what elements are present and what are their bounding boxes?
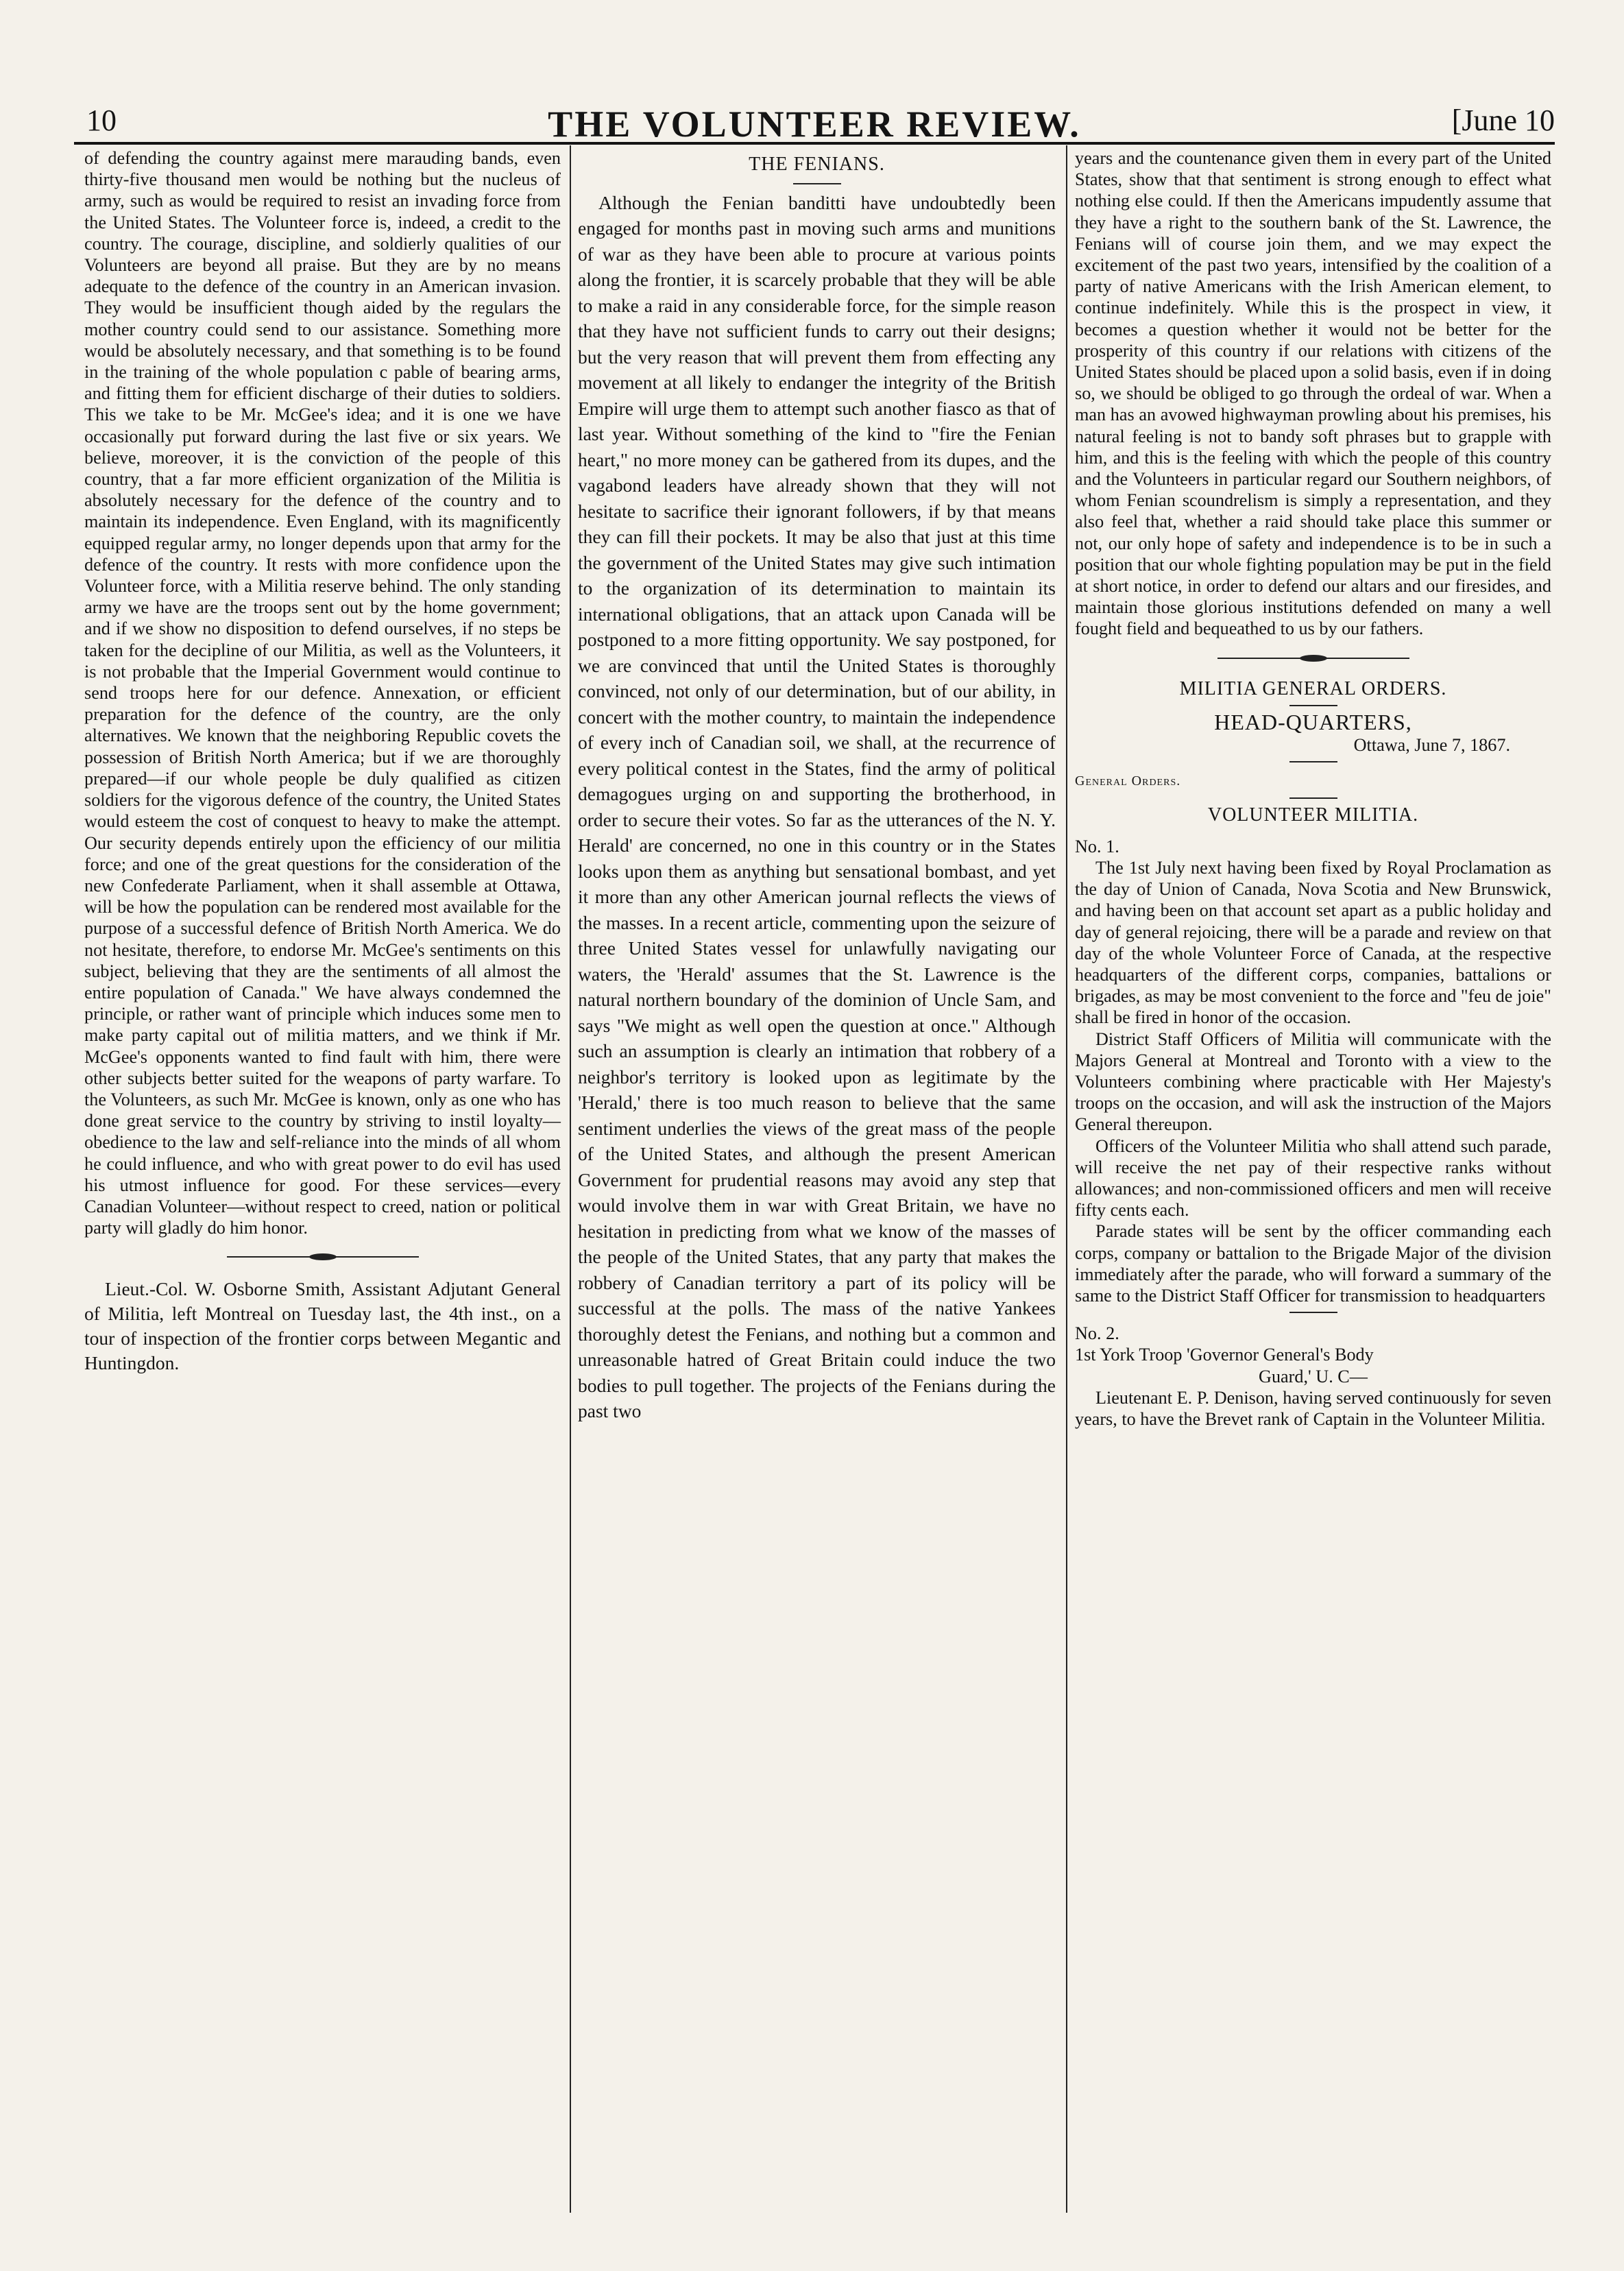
order-number: No. 2. bbox=[1075, 1323, 1119, 1344]
general-orders-label: General Orders. bbox=[1075, 773, 1181, 789]
order-paragraph: Parade states will be sent by the officer commanding each corps, company or battalion to the Brigade Major of the division immediately after the parade, who will forward a summary of the same to the District Staff Officer for transmission to headquarters bbox=[1075, 1221, 1551, 1306]
orders-heading: MILITIA GENERAL ORDERS. bbox=[1179, 677, 1447, 699]
heading-rule bbox=[1289, 797, 1337, 799]
header-rule bbox=[74, 142, 1555, 145]
ornamental-rule bbox=[227, 1252, 419, 1262]
article-continuation: years and the countenance given them in every part of the United States, show that that sentiment is strong enough to effect what nothing else could. If then the Americans impudently assume that they have a right to the southern bank of the St. Lawrence, the Fenians will of course join them, and we may expect the excitement of the past two years, intensified by the coalition of a party of native Americans with the Irish American element, to continue indefinitely. While this is the prospect in view, it becomes a question whether it would not be better for the prosperity of this country if our relations with citizens of the United States should be placed upon a solid basis, even if in doing so, we should be obliged to go through the ordeal of war. When a man has an avowed highwayman prowling about his premises, his natural feeling is not to bandy soft phrases but to grapple with him, and this is the feeling with which the people of this country and the Volunteers in particular regard our Southern neighbors, of whom Fenian scoundrelism is simply a representation, and they also feel that, whether a raid should take place this summer or not, our only hope of safety and independence is to be in such a position that our whole fighting population may be put in the field at short notice, in order to defend our altars and our firesides, and maintain those glorious institutions defended on many a well fought field and bequeathed to us by our fathers. bbox=[1075, 148, 1551, 639]
ornamental-rule bbox=[1217, 653, 1409, 663]
column-divider bbox=[1066, 145, 1067, 2213]
headquarters-heading: HEAD-QUARTERS, bbox=[1214, 709, 1412, 734]
article-heading: THE FENIANS. bbox=[749, 154, 885, 175]
column-2 bbox=[578, 147, 1056, 1424]
volunteer-militia-heading: VOLUNTEER MILITIA. bbox=[1207, 804, 1419, 826]
heading-rule bbox=[1289, 1312, 1337, 1313]
order-paragraph: District Staff Officers of Militia will communicate with the Majors General at Montreal and Toronto with a view to the Volunteers combining where practicable with Her Majesty's troops on the occasion, and will ask the instruction of the Majors General thereupon. bbox=[1075, 1029, 1551, 1135]
column-3 bbox=[1075, 147, 1551, 1430]
order-number: No. 1. bbox=[1075, 836, 1119, 856]
column-1 bbox=[84, 147, 561, 1375]
column-divider bbox=[570, 145, 571, 2213]
heading-rule bbox=[1289, 705, 1337, 706]
heading-rule bbox=[793, 183, 841, 184]
article-paragraph: Although the Fenian banditti have undoubtedly been engaged for months past in moving such arms and munitions of war as they have been able to procure at various points along the frontier, it is scarcely probable that they will be able to make a raid in any considerable force, for the simple reason that they have not sufficient funds to carry out their designs; but the very reason that will prevent them from effecting any movement at all likely to endanger the integrity of the British Empire will urge them to attempt such another fiasco as that of last year. Without something of the kind to "fire the Fenian heart," no more money can be gathered from its dupes, and the vagabond leaders have already shown that they will not hesitate to sacrifice their ignorant followers, if by that means they can fill their pockets. It may be also that just at this time the government of the United States may give such intimation to the organization of its determination to maintain its international obligations, that an attack upon Canada will be postponed to a more fitting opportunity. We say postponed, for we are convinced that until the United States is thoroughly convinced, not only of our determination, but of our ability, in concert with the mother country, to maintain the independence of every inch of Canadian soil, we shall, at the recurrence of every political contest in the States, find the army of political demagogues urging on and supporting the brotherhood, in order to secure their votes. So far as the utterances of the N. Y. Herald' are concerned, no one in this country or in the States looks upon them as anything but sensational bombast, and yet it more than any other American journal reflects the views of the masses. In a recent article, commenting upon the seizure of three United States vessel for unlawfully navigating our waters, the 'Herald' assumes that the St. Lawrence is the natural northern boundary of the dominion of Uncle Sam, and says "We might as well open the question at once." Although such an assumption is clearly an intimation that robbery of a neighbor's territory is looked upon as legitimate by the 'Herald,' there is too much reason to believe that the same sentiment underlies the views of the great mass of the people of the United States, and although the present American Government for prudential reasons may avoid any step that would involve them in war with Great Britain, we have no hesitation in predicting from what we know of the masses of the people of the United States, that any party that makes the robbery of Canadian territory a part of its policy will be successful at the polls. The mass of the native Yankees thoroughly detest the Fenians, and nothing but a common and unreasonable hatred of Great Britain could induce the two bodies to pull together. The projects of the Fenians during the past two bbox=[578, 191, 1056, 1421]
order-paragraph: The 1st July next having been fixed by Royal Proclamation as the day of Union of Canada, Nova Scotia and New Brunswick, and having been on that account set apart as a public holiday and day of general rejoicing, there will be a parade and review on that day of the whole Volunteer Force of Canada, at the respective headquarters of the different corps, companies, battalions or brigades, as may be most convenient to the force and "feu de joie" shall be fired in honor of the occasion. bbox=[1075, 857, 1551, 1028]
notice-paragraph: Lieut.-Col. W. Osborne Smith, Assistant Adjutant General of Militia, left Montreal on Tuesday last, the 4th inst., on a tour of inspection of the frontier corps between Megantic and Huntingdon. bbox=[84, 1278, 561, 1374]
unit-line: Guard,' U. C— bbox=[1259, 1366, 1368, 1386]
page-number: 10 bbox=[86, 104, 117, 137]
header-date: [June 10 bbox=[1451, 104, 1555, 137]
unit-line: 1st York Troop 'Governor General's Body bbox=[1075, 1345, 1374, 1365]
order-paragraph: Officers of the Volunteer Militia who shall attend such parade, will receive the net pay of their respective ranks without allowances; and non-commissioned officers and men will receive fifty cents each. bbox=[1075, 1136, 1551, 1221]
heading-rule bbox=[1289, 761, 1337, 762]
masthead-title: THE VOLUNTEER REVIEW. bbox=[548, 104, 1081, 145]
editorial-paragraph: of defending the country against mere marauding bands, even thirty-five thousand men would be nothing but the nucleus of army, such as would be required to resist an invading force from the United States. The Volunteer force is, indeed, a credit to the country. The courage, discipline, and soldierly qualities of our Volunteers are beyond all praise. But they are by no means adequate to the defence of the country in an American invasion. They would be insufficient though aided by the regulars the mother country could send to our assistance. Something more would be absolutely necessary, and that something is to be found in the training of the whole population c pable of bearing arms, and fitting them for efficient discharge of their duties to soldiers. This we take to be Mr. McGee's idea; and it is one we have occasionally put forward during the last five or six years. We believe, moreover, it is the conviction of the people of this country, that a far more efficient organization of the Militia is absolutely necessary for the defence of the country and to maintain its independence. Even England, with its magnificently equipped regular army, no longer depends upon that army for the defence of the country. It rests with more confidence upon the Volunteer force, with a Militia reserve behind. The only standing army we have are the troops sent out by the home government; and if we show no disposition to defend ourselves, if no steps be taken for the decipline of our Militia, as well as the Volunteers, it is not probable that the Imperial Government would continue to send troops here for our defence. Annexation, or efficient preparation for the defence of the country, are the only alternatives. We known that the neighboring Republic covets the possession of British North America; but if we are thoroughly prepared—if our whole people be duly qualified as citizen soldiers for the vigorous defence of the country, the United States would esteem the cost of conquest to heavy to make the attempt. Our security depends entirely upon the efficiency of our militia force; and one of the great questions for the consideration of the new Confederate Parliament, when it shall assemble at Ottawa, will be how the population can be rendered most available for the purpose of a successful defence of British North America. We do not hesitate, therefore, to endorse Mr. McGee's sentiments on this subject, believing that they are the sentiments of all almost the entire population of Canada." We have always condemned the principle, or rather want of principle which induces some men to make party capital out of militia matters, and we think if Mr. McGee's opponents wanted to find fault with him, there were other subjects better suited for the weapons of party warfare. To the Volunteers, as such Mr. McGee is known, only as one who has done great service to the country by striving to instil loyalty—obedience to the law and self-reliance into the minds of all whom he could influence, and who with great power to do evil has used his utmost influence for good. For these services—every Canadian Volunteer—without respect to creed, nation or political party will gladly do him honor. bbox=[84, 148, 561, 1238]
order-paragraph: Lieutenant E. P. Denison, having served continuously for seven years, to have the Brevet rank of Captain in the Volunteer Militia. bbox=[1075, 1387, 1551, 1429]
dateline: Ottawa, June 7, 1867. bbox=[1353, 735, 1510, 756]
